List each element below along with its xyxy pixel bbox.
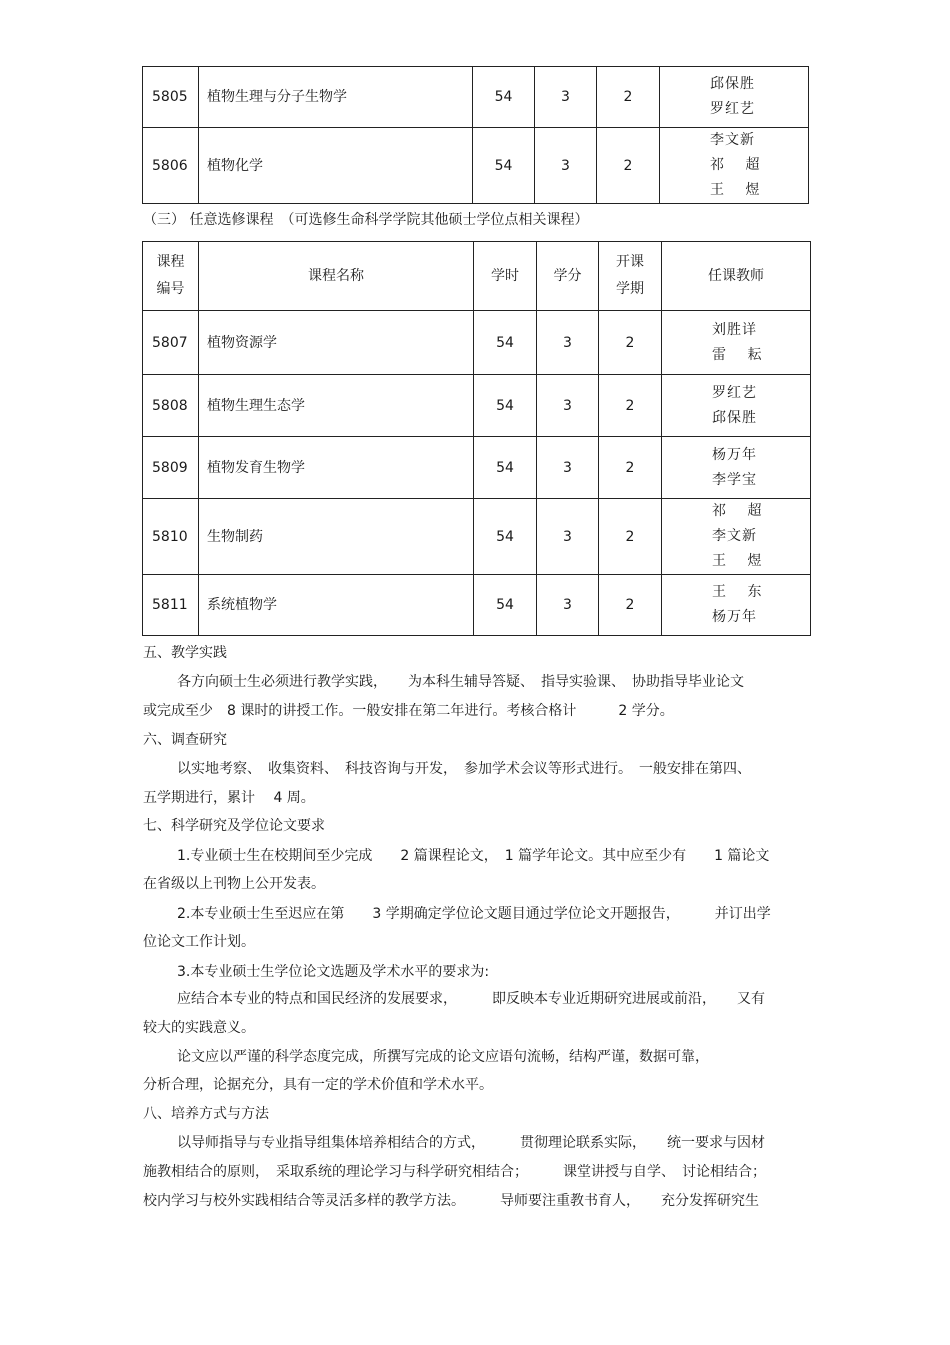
table-row xyxy=(143,575,811,636)
course-name: 植物发育生物学 xyxy=(199,437,474,499)
course-hours: 54 xyxy=(474,311,537,375)
header-credits: 学分 xyxy=(537,242,599,311)
teacher-name: 王 煜 xyxy=(710,182,761,198)
course-term: 2 xyxy=(599,311,662,375)
section-title: 七、科学研究及学位论文要求 xyxy=(143,818,325,834)
table-row xyxy=(143,437,811,499)
course-name: 系统植物学 xyxy=(199,575,474,636)
course-teachers xyxy=(662,575,811,636)
header-hours: 学时 xyxy=(474,242,537,311)
course-term: 2 xyxy=(597,67,660,128)
course-name: 生物制药 xyxy=(199,499,474,575)
table-row xyxy=(143,67,809,128)
course-teachers xyxy=(660,128,809,204)
course-teachers xyxy=(662,499,811,575)
table-row xyxy=(143,128,809,204)
section-title: 五、教学实践 xyxy=(143,645,227,661)
teacher-name: 王 东 xyxy=(712,584,763,600)
course-code: 5810 xyxy=(143,499,199,575)
course-name: 植物生理与分子生物学 xyxy=(199,67,473,128)
course-teachers xyxy=(662,375,811,437)
paragraph-line: 2.本专业硕士生至迟应在第 3 学期确定学位论文题目通过学位论文开题报告， 并订出学 xyxy=(177,906,771,922)
paragraph-line: 分析合理，论据充分，具有一定的学术价值和学术水平。 xyxy=(143,1077,493,1093)
course-teachers xyxy=(660,67,809,128)
teacher-name: 罗红艺 xyxy=(712,384,757,401)
course-code: 5808 xyxy=(143,375,199,437)
paragraph-line: 较大的实践意义。 xyxy=(143,1020,255,1036)
course-term: 2 xyxy=(599,437,662,499)
teacher-name: 王 煜 xyxy=(712,553,763,569)
section-title: 六、调查研究 xyxy=(143,732,227,748)
paragraph-line: 论文应以严谨的科学态度完成，所撰写完成的论文应语句流畅，结构严谨，数据可靠， xyxy=(177,1049,709,1065)
paragraph-line: 1.专业硕士生在校期间至少完成 2 篇课程论文， 1 篇学年论文。其中应至少有 1 篇论文 xyxy=(177,848,770,864)
course-table-required xyxy=(142,66,809,204)
course-name: 植物资源学 xyxy=(199,311,474,375)
teacher-name: 罗红艺 xyxy=(710,101,755,117)
paragraph-line: 以实地考察、 收集资料、 科技咨询与开发， 参加学术会议等形式进行。 一般安排在第四、 xyxy=(177,761,751,777)
teacher-name: 杨万年 xyxy=(712,446,757,463)
course-term: 2 xyxy=(599,375,662,437)
teacher-name: 邱保胜 xyxy=(710,76,755,92)
teacher-name: 杨万年 xyxy=(712,609,757,625)
course-hours: 54 xyxy=(474,499,537,575)
course-hours: 54 xyxy=(474,375,537,437)
section-title: 八、培养方式与方法 xyxy=(143,1106,269,1122)
course-teachers xyxy=(662,311,811,375)
course-code: 5809 xyxy=(143,437,199,499)
course-hours: 54 xyxy=(474,437,537,499)
course-code: 5811 xyxy=(143,575,199,636)
table-header-row xyxy=(143,242,811,311)
header-name: 课程名称 xyxy=(199,242,474,311)
course-hours: 54 xyxy=(473,128,535,204)
teacher-name: 雷 耘 xyxy=(712,346,763,363)
teacher-name: 祁 超 xyxy=(710,157,761,173)
table-row xyxy=(143,311,811,375)
teacher-name: 邱保胜 xyxy=(712,409,757,426)
course-hours: 54 xyxy=(473,67,535,128)
course-credits: 3 xyxy=(537,311,599,375)
course-term: 2 xyxy=(599,499,662,575)
paragraph-line: 应结合本专业的特点和国民经济的发展要求， 即反映本专业近期研究进展或前沿， 又有 xyxy=(177,991,765,1007)
course-credits: 3 xyxy=(537,375,599,437)
paragraph-line: 各方向硕士生必须进行教学实践， 为本科生辅导答疑、 指导实验课、 协助指导毕业论文 xyxy=(177,674,744,690)
course-term: 2 xyxy=(599,575,662,636)
course-credits: 3 xyxy=(535,128,597,204)
course-hours: 54 xyxy=(474,575,537,636)
course-name: 植物化学 xyxy=(199,128,473,204)
teacher-name: 李文新 xyxy=(710,132,755,148)
paragraph-line: 校内学习与校外实践相结合等灵活多样的教学方法。 导师要注重教书育人， 充分发挥研究生 xyxy=(143,1193,759,1209)
course-credits: 3 xyxy=(537,575,599,636)
course-code: 5805 xyxy=(143,67,199,128)
teacher-name: 李文新 xyxy=(712,528,757,544)
course-teachers xyxy=(662,437,811,499)
section-heading: （三） 任意选修课程 （可选修生命科学学院其他硕士学位点相关课程） xyxy=(143,212,589,228)
paragraph-line: 位论文工作计划。 xyxy=(143,934,255,950)
paragraph-line: 以导师指导与专业指导组集体培养相结合的方式， 贯彻理论联系实际， 统一要求与因材 xyxy=(177,1135,765,1151)
header-code: 课程 编号 xyxy=(143,242,199,311)
course-credits: 3 xyxy=(537,499,599,575)
paragraph-line: 或完成至少 8 课时的讲授工作。一般安排在第二年进行。考核合格计 2 学分。 xyxy=(143,703,674,719)
course-code: 5807 xyxy=(143,311,199,375)
course-table-elective xyxy=(142,241,811,636)
paragraph-line: 五学期进行，累计 4 周。 xyxy=(143,790,315,806)
course-credits: 3 xyxy=(535,67,597,128)
teacher-name: 李学宝 xyxy=(712,471,757,488)
paragraph-line: 施教相结合的原则， 采取系统的理论学习与科学研究相结合； 课堂讲授与自学、 讨论相结合； xyxy=(143,1164,766,1180)
teacher-name: 刘胜详 xyxy=(712,321,757,338)
teacher-name: 祁 超 xyxy=(712,503,763,519)
header-term: 开课 学期 xyxy=(599,242,662,311)
course-code: 5806 xyxy=(143,128,199,204)
table-row xyxy=(143,375,811,437)
header-teacher: 任课教师 xyxy=(662,242,811,311)
course-name: 植物生理生态学 xyxy=(199,375,474,437)
course-credits: 3 xyxy=(537,437,599,499)
table-row xyxy=(143,499,811,575)
paragraph-line: 3.本专业硕士生学位论文选题及学术水平的要求为: xyxy=(177,964,490,980)
course-term: 2 xyxy=(597,128,660,204)
paragraph-line: 在省级以上刊物上公开发表。 xyxy=(143,876,325,892)
